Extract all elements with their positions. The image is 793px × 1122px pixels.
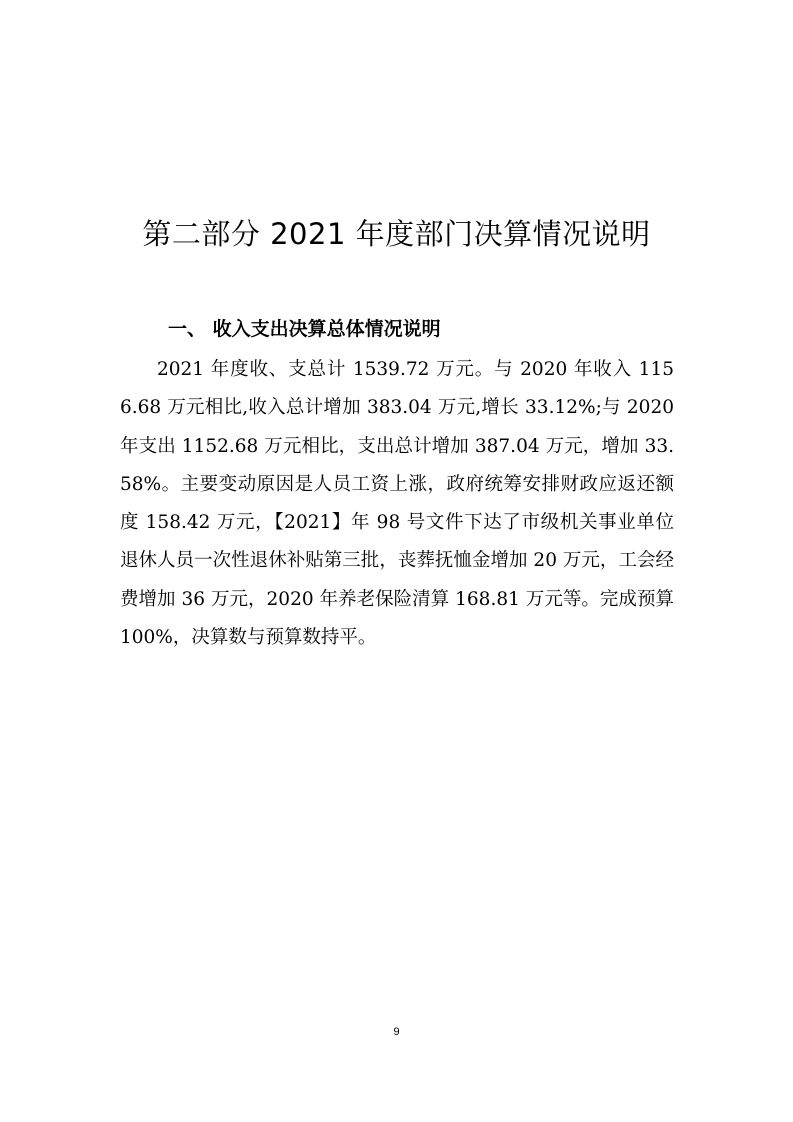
body-paragraph: 2021 年度收、支总计 1539.72 万元。与 2020 年收入 1156.68 万元相比,收入总计增加 383.04 万元,增长 33.12%;与 2020 年支出 1152.68 万元相比，支出总计增加 387.04 万元，增加 33.58%。主要变动原因是人员工资上涨，政府统筹安排财政应返还额度 158.42 万元，【2021】年 98 号文件下达了市级机关事业单位退休人员一次性退休补贴第三批，丧葬抚恤金增加 20 万元，工会经费增加 36 万元，2020 年养老保险清算 168.81 万元等。完成预算 100%，决算数与预算数持平。: [120, 359, 674, 649]
page-number: 9: [393, 1026, 400, 1038]
section-heading: 一、 收入支出决算总体情况说明: [168, 318, 441, 340]
page-title: 第二部分 2021 年度部门决算情况说明: [142, 217, 651, 251]
